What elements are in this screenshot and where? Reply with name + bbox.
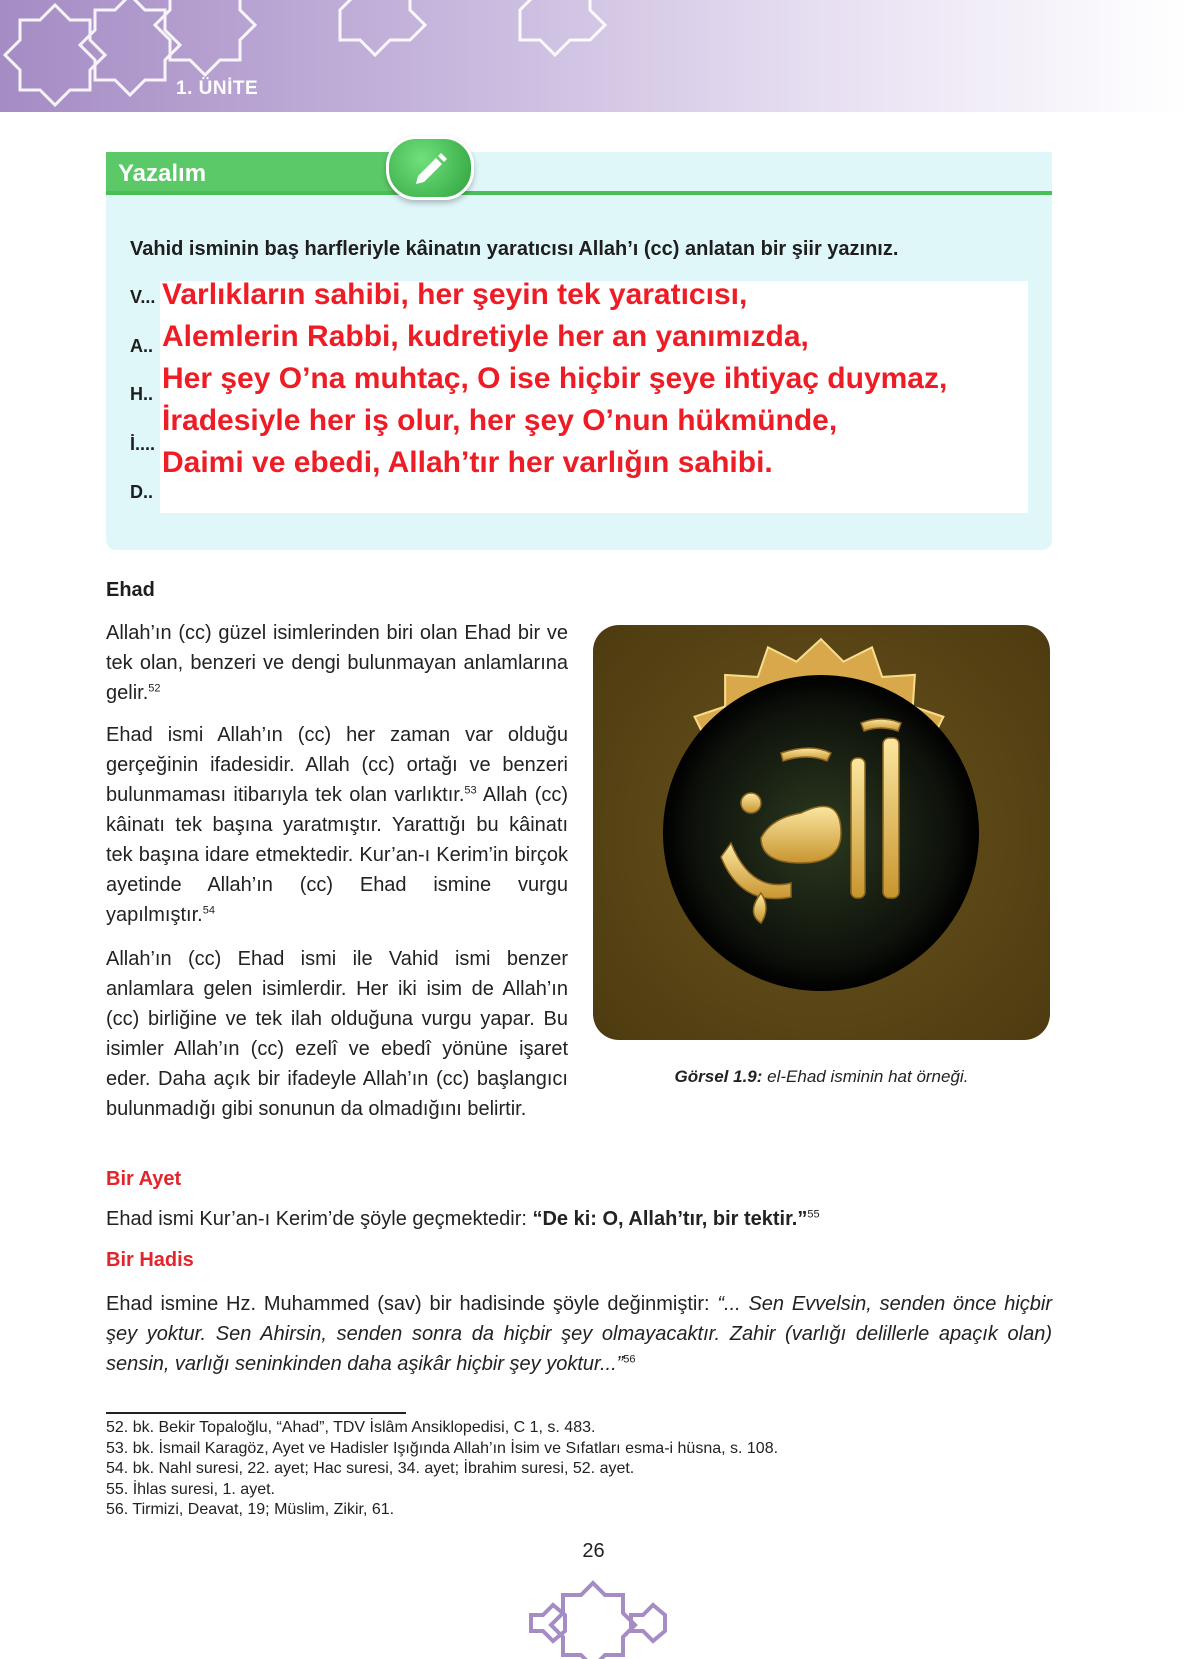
acrostic-letter-i: İ.... bbox=[130, 434, 156, 454]
poem-line: Alemlerin Rabbi, kudretiyle her an yanımızda, bbox=[162, 320, 809, 353]
unit-label: 1. ÜNİTE bbox=[176, 78, 259, 99]
section-heading-hadis: Bir Hadis bbox=[106, 1249, 194, 1271]
activity-divider bbox=[106, 191, 1052, 195]
poem-line: İradesiyle her iş olur, her şey O’nun hükmünde, bbox=[162, 404, 838, 437]
footnote: 56. Tirmizi, Deavat, 19; Müslim, Zikir, 61. bbox=[106, 1501, 395, 1518]
footnote: 55. İhlas suresi, 1. ayet. bbox=[106, 1480, 275, 1498]
acrostic-letter-d: D.. bbox=[130, 482, 154, 502]
figure-caption: Görsel 1.9: el-Ehad isminin hat örneği. bbox=[674, 1067, 969, 1086]
footnote-divider bbox=[106, 1412, 406, 1414]
footnote: 54. bk. Nahl suresi, 22. ayet; Hac suresi, 34. ayet; İbrahim suresi, 52. ayet. bbox=[106, 1460, 635, 1477]
section-heading-ayet: Bir Ayet bbox=[106, 1168, 182, 1190]
star-ornament-icon bbox=[503, 1575, 683, 1659]
poem-line: Her şey O’na muhtaç, O ise hiçbir şeye ihtiyaç duymaz, bbox=[162, 362, 948, 395]
acrostic-letter-v: V... bbox=[130, 287, 156, 307]
ehad-calligraphy-image bbox=[593, 625, 1050, 1040]
page-number: 26 bbox=[582, 1540, 605, 1562]
activity-title: Yazalım bbox=[118, 160, 207, 187]
ehad-paragraph-2: Ehad ismi Allah’ın (cc) her zaman var olduğu gerçeğinin ifadesidir. Allah (cc) ortağı ve benzeri bulunmaması itibarıyla tek olan varlıktır.$^{53}$ Allah (cc) kâinatı tek başına yaratmıştır. Yarattığı bu kâinatı tek başına idare etmektedir. Kur’an-ı Kerim’in birçok ayetinde Allah’ın (cc) Ehad ismine vurgu yapılmıştır.$^{54}$ bbox=[106, 724, 568, 926]
poem-line: Varlıkların sahibi, her şeyin tek yaratıcısı, bbox=[162, 278, 748, 311]
ehad-paragraph-3: Allah’ın (cc) Ehad ismi ile Vahid ismi benzer anlamlara gelen isimlerdir. Her iki isim de Allah’ın (cc) birliğine ve tek ilah olduğuna vurgu yapar. Bu isimler Allah’ın (cc) ezelî ve ebedî yönüne işaret eder. Daha açık bir ifadeyle Allah’ın (cc) başlangıcı bulunmadığı gibi sonunun da olmadığını belirtir. bbox=[106, 948, 568, 1120]
pencil-icon bbox=[386, 136, 474, 200]
section-heading-ehad: Ehad bbox=[106, 579, 155, 601]
poem-line: Daimi ve ebedi, Allah’tır her varlığın sahibi. bbox=[162, 446, 773, 479]
activity-question: Vahid isminin baş harfleriyle kâinatın yaratıcısı Allah’ı (cc) anlatan bir şiir yazınız. bbox=[130, 238, 899, 260]
footnote: 53. bk. İsmail Karagöz, Ayet ve Hadisler Işığında Allah’ın İsim ve Sıfatları esma-i hüsna, s. 108. bbox=[106, 1439, 779, 1457]
acrostic-letter-h: H.. bbox=[130, 384, 154, 404]
ehad-paragraph-1: Allah’ın (cc) güzel isimlerinden biri olan Ehad bir ve tek olan, benzeri ve dengi bulunmayan anlamlarına gelir.$^{52}$ bbox=[106, 622, 568, 704]
star-pattern-decoration bbox=[0, 0, 700, 112]
acrostic-letter-a: A.. bbox=[130, 336, 154, 356]
hadis-paragraph: Ehad ismine Hz. Muhammed (sav) bir hadisinde şöyle değinmiştir: “... Sen Evvelsin, senden önce hiçbir şey yoktur. Sen Ahirsin, senden sonra da hiçbir şey olmayacaktır. Zahir (varlığı delillerle apaçık olan) sensin, varlığı seninkinden daha aşikâr hiçbir şey yoktur...”$^{56}$ bbox=[106, 1293, 1052, 1375]
footnotes bbox=[106, 1418, 1052, 1521]
ayet-paragraph: Ehad ismi Kur’an-ı Kerim’de şöyle geçmektedir: “De ki: O, Allah’tır, bir tektir.”$^{55}$ bbox=[106, 1208, 820, 1230]
page-header bbox=[0, 0, 1187, 112]
footnote: 52. bk. Bekir Topaloğlu, “Ahad”, TDV İslâm Ansiklopedisi, C 1, s. 483. bbox=[106, 1419, 596, 1436]
